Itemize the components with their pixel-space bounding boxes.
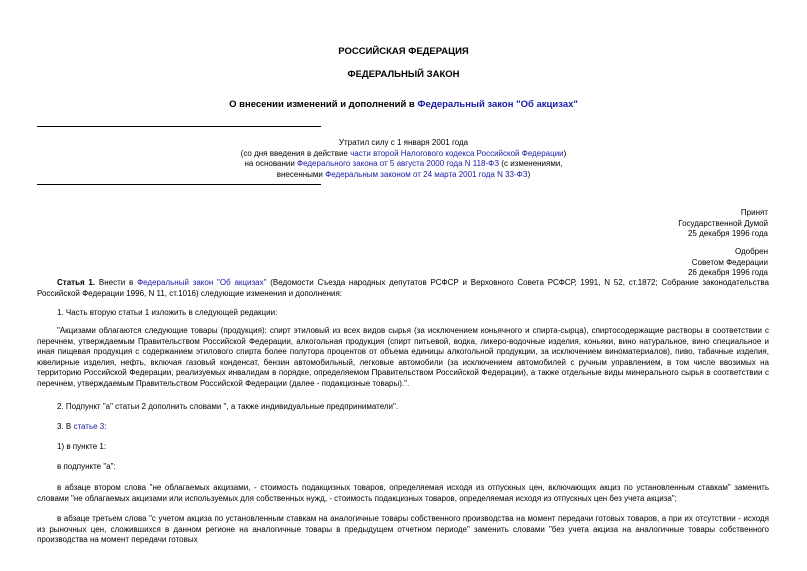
divider-bottom xyxy=(37,184,321,185)
document-title xyxy=(0,99,807,111)
validity-notice xyxy=(0,138,807,180)
article-3-link[interactable]: статье 3 xyxy=(73,422,105,431)
sub-item-1: 1) в пункте 1: xyxy=(57,442,107,451)
adoption-duma xyxy=(568,208,768,240)
tax-code-link[interactable]: части второй Налогового кодекса Российской Федерации xyxy=(350,148,564,158)
divider-top xyxy=(37,126,321,127)
item-3: 3. В статье 3: xyxy=(57,422,107,431)
title-prefix: О внесении изменений и дополнений в xyxy=(229,99,418,110)
item-1: 1. Часть вторую статьи 1 изложить в следующей редакции: xyxy=(57,308,278,317)
header-doc-type: ФЕДЕРАЛЬНЫЙ ЗАКОН xyxy=(347,69,460,80)
approved-date: 26 декабря 1996 года xyxy=(687,268,768,277)
adopted-label: Принят xyxy=(740,208,768,217)
notice-line-4: внесенными Федеральным законом от 24 марта 2001 года N 33-ФЗ) xyxy=(276,169,531,179)
notice-line-2: (со дня введения в действие части второй Налогового кодекса Российской Федерации) xyxy=(240,148,567,158)
approval-council xyxy=(568,247,768,279)
notice-line-3: на основании Федерального закона от 5 августа 2000 года N 118-ФЗ (с изменениями, xyxy=(244,159,563,168)
sub-item-1a: в подпункте "а": xyxy=(57,462,116,471)
adopted-date: 25 декабря 1996 года xyxy=(687,229,768,238)
adopted-by: Государственной Думой xyxy=(678,218,768,228)
article-1-intro: Статья 1. Внести в Федеральный закон "Об акцизах" (Ведомости Съезда народных депутатов РСФСР и Верховного Совета РСФСР, 1991, N 52, ст.1872; Собрание законодательства Российской Федерации 1996, N 11, ст.1016) следующие изменения и дополнения: xyxy=(37,278,769,298)
title-law-link[interactable]: Федеральный закон "Об акцизах" xyxy=(417,99,578,110)
approved-label: Одобрен xyxy=(734,247,768,256)
paragraph-third: в абзаце третьем слова "с учетом акциза по установленным ставкам на аналогичные товары собственного производства на момент передачи готовых товаров, а при их отсутствии - исходя из рыночных цен, сложившихся в данном регионе на аналогичные товары в предыдущем отчетном периоде" заменить словами "без учета акциза на аналогичные товары собственного производства на момент передачи готовых xyxy=(37,514,769,544)
header-country: РОССИЙСКАЯ ФЕДЕРАЦИЯ xyxy=(338,46,469,57)
item-1-quote: "Акцизами облагаются следующие товары (продукция): спирт этиловый из всех видов сырья (за исключением коньячного и спирта-сырца), спиртосодержащие растворы в соответствии с перечнем, утверждаемым Правительством Российской Федерации, алкогольная продукция (спирт питьевой, водка, ликеро-водочные изделия, коньяки, вино натуральное, вино специальное и иная пищевая продукция с содержанием этилового спирта более полутора процентов от объема единицы алкогольной продукции, за исключением виноматериалов), пиво, табачные изделия, ювелирные изделия, нефть, включая газовый конденсат, бензин автомобильный, легковые автомобили (за исключением автомобилей с ручным управлением, в том числе ввозимых на территорию Российской Федерации, реализуемых инвалидам в порядке, определяемом Правительством Российской Федерации), а также отдельные виды минерального сырья в соответствии с перечнем, утверждаемым Правительством Российской Федерации (далее - подакцизные товары).". xyxy=(37,326,769,388)
law-33-link[interactable]: Федеральным законом от 24 марта 2001 года N 33-ФЗ xyxy=(325,169,528,179)
approved-by: Советом Федерации xyxy=(691,257,768,267)
paragraph-second: в абзаце втором слова "не облагаемых акцизами, - стоимость подакцизных товаров, определяемая исходя из отпускных цен, включающих акциз по установленным ставкам" заменить словами "не облагаемых акцизами или используемых для собственных нужд, - стоимость подакцизных товаров, определяемая исходя из отпускных цен без учета акциза"; xyxy=(37,483,769,503)
law-118-link[interactable]: Федерального закона от 5 августа 2000 года N 118-ФЗ xyxy=(297,159,500,168)
item-2: 2. Подпункт "а" статьи 2 дополнить словами ", а также индивидуальные предприниматели". xyxy=(57,402,399,411)
excise-law-link[interactable]: Федеральный закон "Об акцизах" xyxy=(137,278,267,287)
article-label: Статья 1. xyxy=(57,278,96,287)
notice-line-1: Утратил силу с 1 января 2001 года xyxy=(338,138,469,147)
